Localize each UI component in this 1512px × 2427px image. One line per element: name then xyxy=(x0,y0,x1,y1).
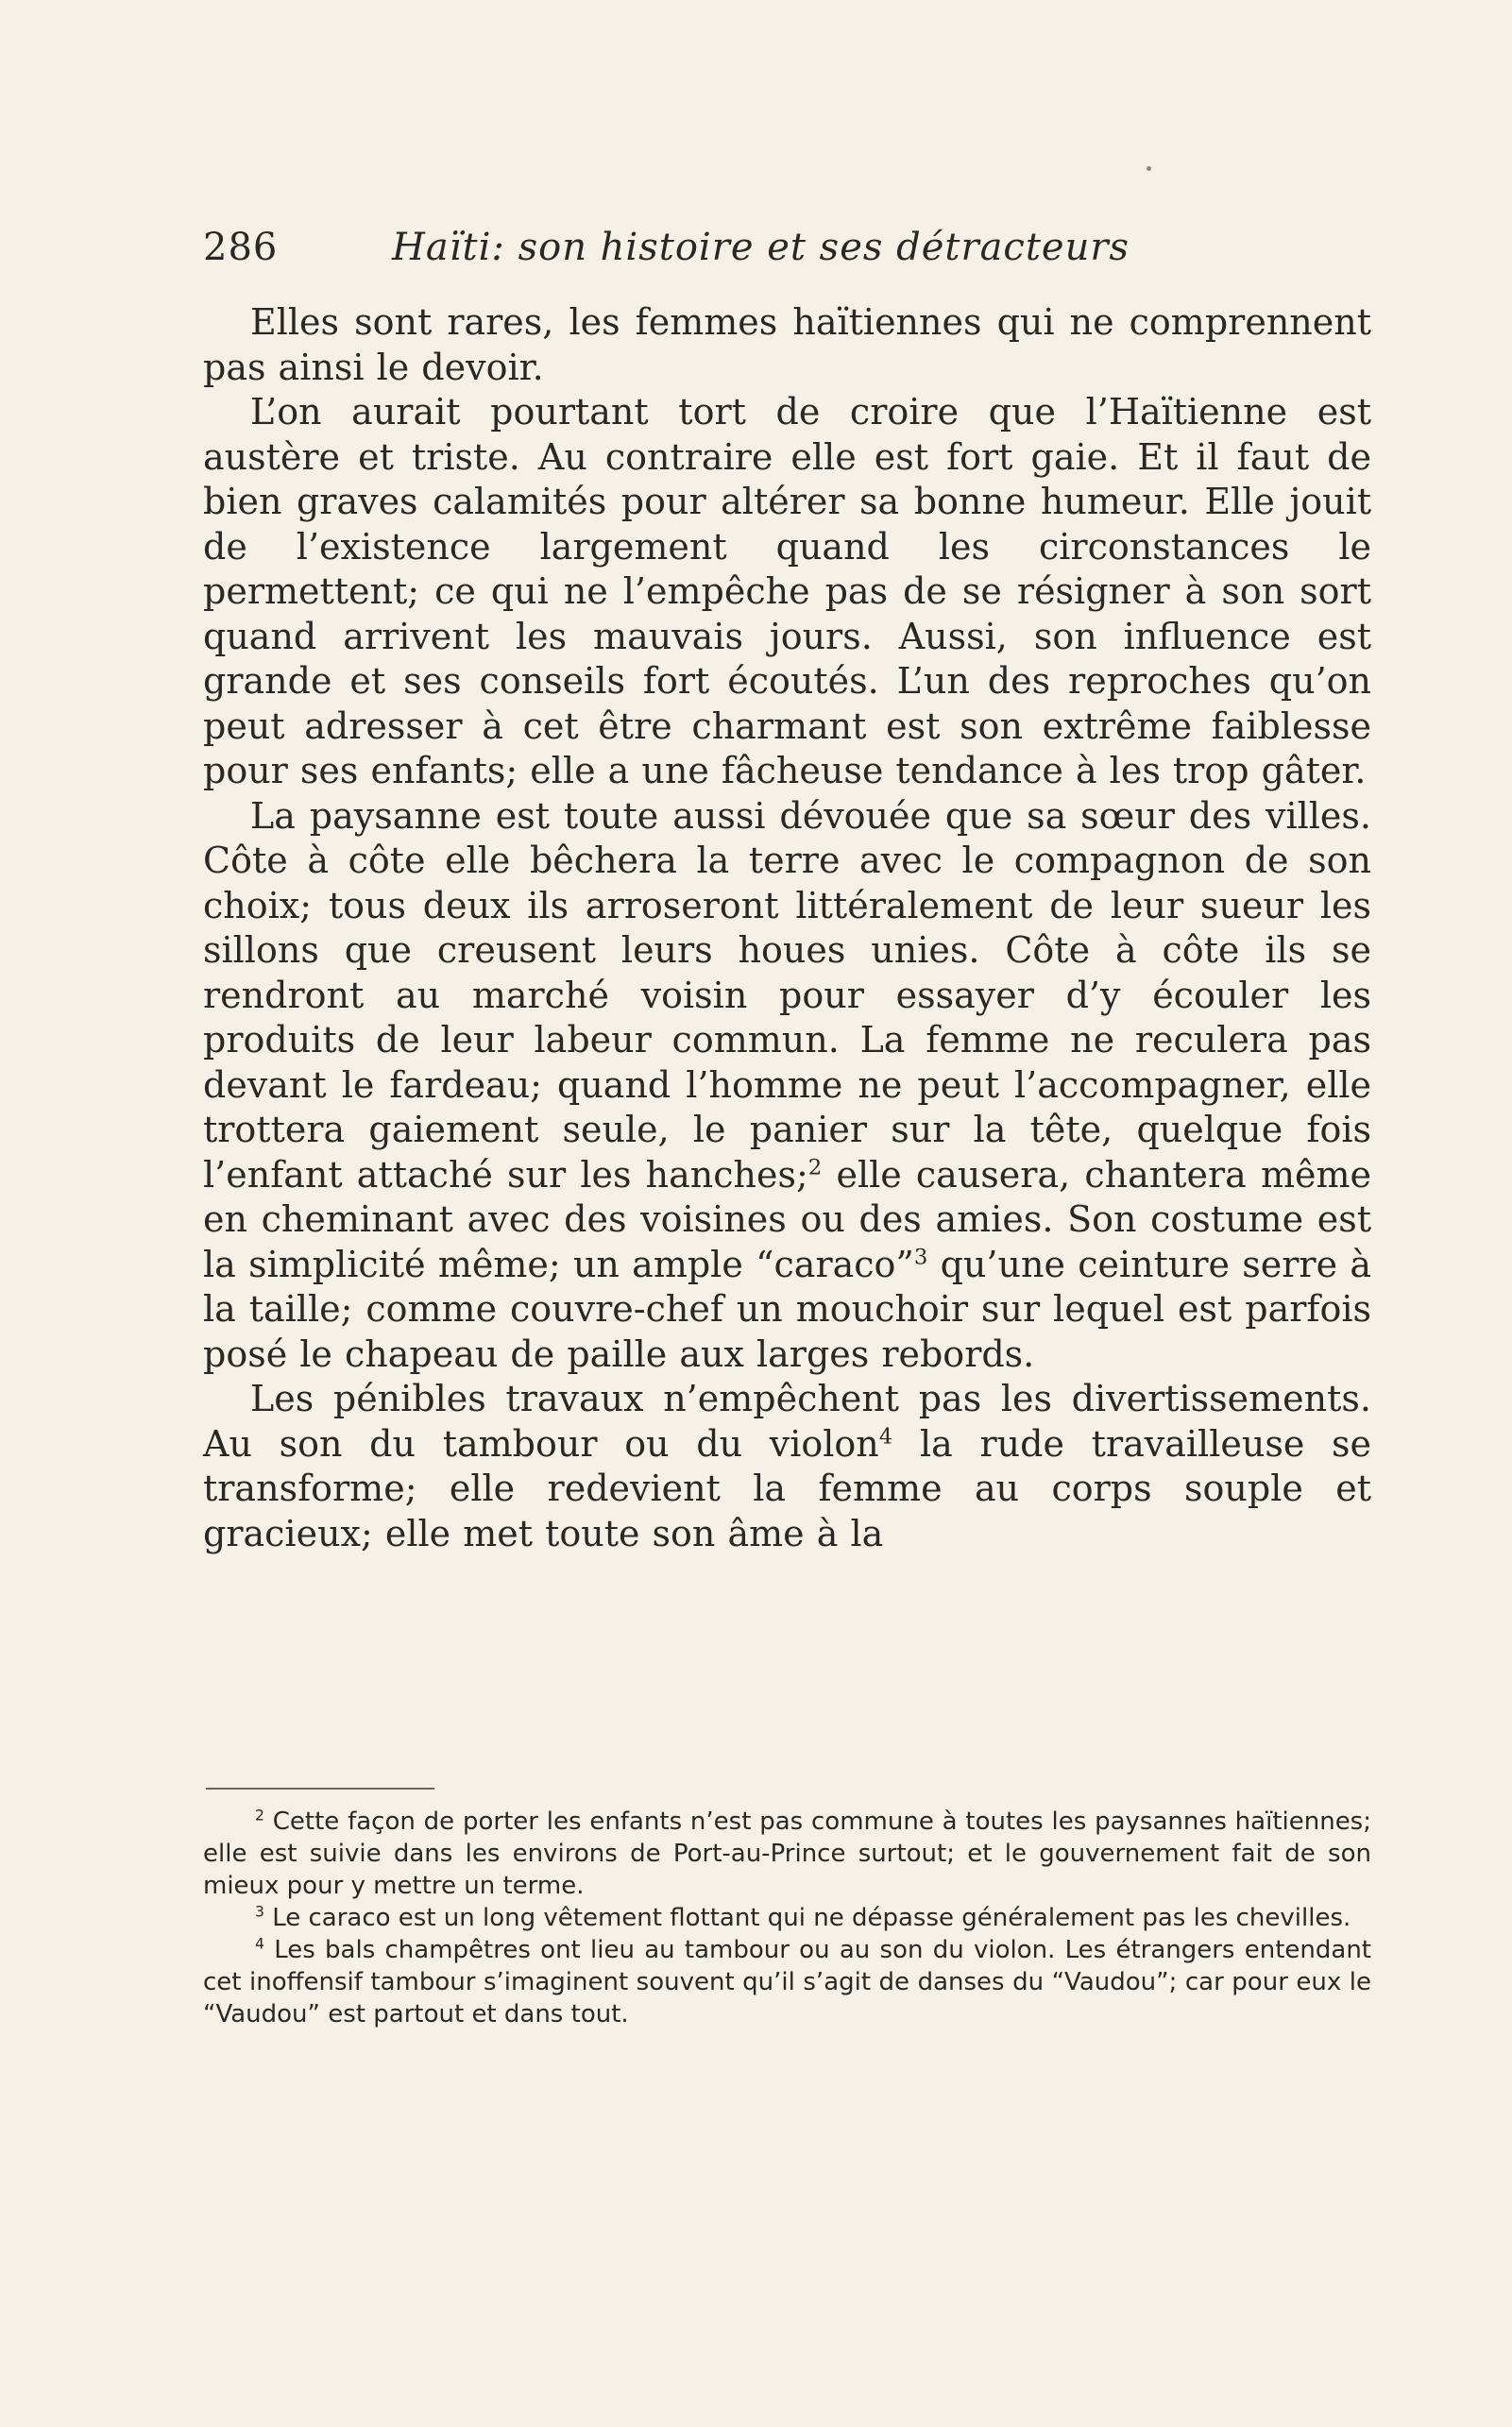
running-header xyxy=(203,219,1223,276)
speck-mark xyxy=(1147,166,1151,171)
footnote-2 xyxy=(203,1806,1371,1902)
footnote-4-text: Les bals champêtres ont lieu au tambour ou au son du violon. Les étrangers entendant cet inoffensif tambour s’imaginent souvent qu’il s’agit de danses du “Vaudou”; car pour eux le “Vaudou” est partout et dans tout. xyxy=(203,1936,1371,2028)
footnote-ref-4[interactable]: 4 xyxy=(878,1423,893,1449)
paragraph-3-text-b: elle causera, chantera même en cheminant avec des voisines ou des amies. Son costume est la simplicité même; un ample “caraco” xyxy=(203,1153,1371,1285)
footnote-divider xyxy=(206,1788,434,1790)
paragraph-3-text-c: qu’une ceinture serre à la taille; comme couvre-chef un mouchoir sur lequel est parfois posé le chapeau de paille aux larges rebords. xyxy=(203,1243,1371,1375)
footnote-3-text: Le caraco est un long vêtement flottant qui ne dépasse généralement pas les chevilles. xyxy=(272,1904,1351,1932)
paragraph-4-text-b: la rude travailleuse se transforme; elle redevient la femme au corps souple et gracieux; elle met toute son âme à la xyxy=(203,1422,1372,1554)
paragraph-2-text: L’on aurait pourtant tort de croire que l’Haïtienne est austère et triste. Au contraire elle est fort gaie. Et il faut de bien graves calamités pour altérer sa bonne humeur. Elle jouit de l’existence largement quand les circonstances le permettent; ce qui ne l’empêche pas de se résigner à son sort quand arrivent les mauvais jours. Aussi, son influence est grande et ses conseils fort écoutés. L’un des reproches qu’on peut adresser à cet être charmant est son extrême faiblesse pour ses enfants; elle a une fâcheuse tendance à les trop gâter. xyxy=(203,391,1371,791)
paragraph-2 xyxy=(203,390,1371,794)
footnote-ref-3[interactable]: 3 xyxy=(913,1244,928,1269)
running-title: Haïti: son histoire et ses détracteurs xyxy=(392,226,1130,269)
footnote-mark-3: 3 xyxy=(255,1903,264,1921)
paragraph-3 xyxy=(203,794,1371,1378)
page-number: 286 xyxy=(203,226,279,269)
footnote-3 xyxy=(203,1902,1371,1934)
footnote-mark-4: 4 xyxy=(255,1935,264,1953)
paragraph-1-text: Elles sont rares, les femmes haïtiennes qui ne comprennent pas ainsi le devoir. xyxy=(203,301,1371,388)
footnote-ref-2[interactable]: 2 xyxy=(807,1154,823,1180)
footnotes xyxy=(203,1806,1371,2030)
paragraph-1 xyxy=(203,300,1371,390)
footnote-mark-2: 2 xyxy=(255,1807,264,1824)
paragraph-4 xyxy=(203,1377,1371,1556)
paragraph-3-text-a: La paysanne est toute aussi dévouée que sa sœur des villes. Côte à côte elle bêchera la terre avec le compagnon de son choix; tous deux ils arroseront littéralement de leur sueur les sillons que creusent leurs houes unies. Côte à côte ils se rendront au marché voisin pour essayer d’y écouler les produits de leur labeur commun. La femme ne reculera pas devant le fardeau; quand l’homme ne peut l’accompagner, elle trottera gaiement seule, le panier sur la tête, quelque fois l’enfant attaché sur les hanches; xyxy=(203,794,1371,1196)
footnote-2-text: Cette façon de porter les enfants n’est pas commune à toutes les paysannes haïtiennes; elle est suivie dans les environs de Port-au-Prince surtout; et le gouvernement fait de son mieux pour y mettre un terme. xyxy=(203,1808,1371,1900)
paragraph-4-text-a: Les pénibles travaux n’empêchent pas les divertissements. Au son du tambour ou du violon xyxy=(203,1378,1371,1465)
body-text xyxy=(203,300,1371,1556)
footnote-4 xyxy=(203,1934,1371,2030)
